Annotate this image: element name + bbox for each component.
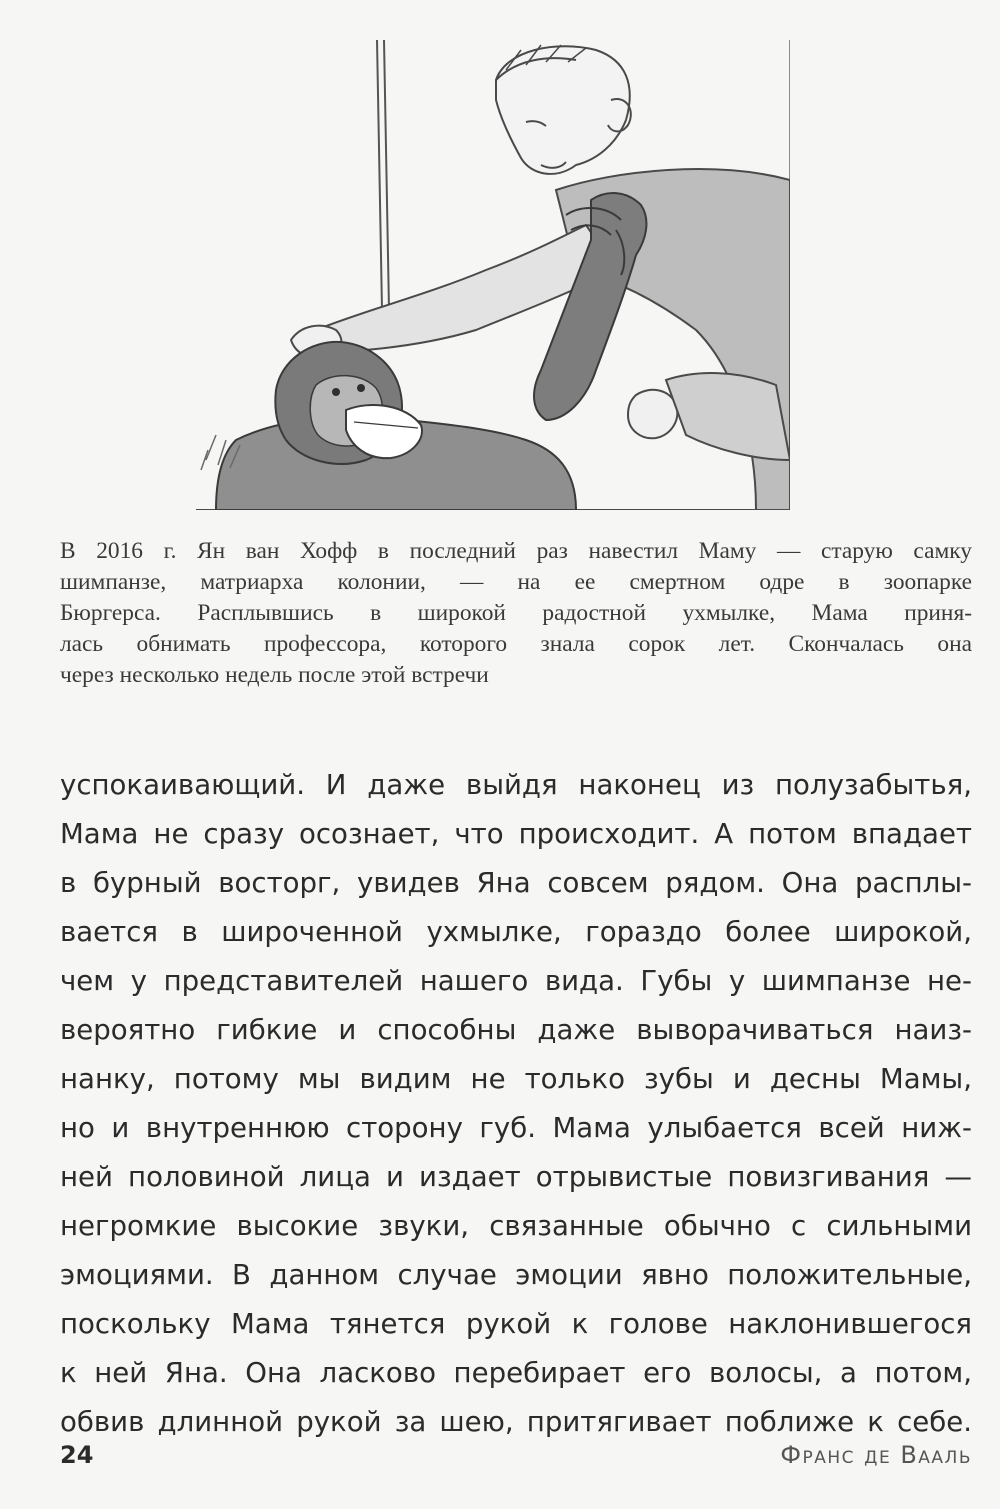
running-footer-author: Франс де Вааль [780,1441,972,1469]
body-line: обвив длинной рукой за шею, притягивает поближе к себе. [60,1405,972,1438]
body-line: в бурный восторг, увидев Яна совсем рядом. Она расплы- [60,866,972,899]
page-number: 24 [60,1441,94,1469]
caption-line: шимпанзе, матриарха колонии, — на ее смертном одре в зоопарке [60,569,972,595]
body-line: успокаивающий. И даже выйдя наконец из полузабытья, [60,768,972,801]
body-line: Мама не сразу осознает, что происходит. А потом впадает [60,817,972,850]
body-line: нанку, потому мы видим не только зубы и десны Мамы, [60,1062,972,1095]
body-line: ней половиной лица и издает отрывистые повизгивания — [60,1160,972,1193]
body-line: к ней Яна. Она ласково перебирает его волосы, а потом, [60,1356,972,1389]
caption-line: Бюргерса. Расплывшись в широкой радостной ухмылке, Мама приня- [60,600,972,626]
figure-caption [60,536,972,691]
body-line: вероятно гибкие и способны даже выворачиваться наиз- [60,1013,972,1046]
caption-line: лась обнимать профессора, которого знала сорок лет. Скончалась она [60,631,972,657]
body-paragraph [60,760,972,1446]
body-line: но и внутреннюю сторону губ. Мама улыбается всей ниж- [60,1111,972,1144]
caption-line: В 2016 г. Ян ван Хофф в последний раз навестил Маму — старую самку [60,538,972,564]
chimpanzee-illustration [196,40,790,510]
body-line: эмоциями. В данном случае эмоции явно положительные, [60,1258,972,1291]
body-line: вается в широченной ухмылке, гораздо более широкой, [60,915,972,948]
caption-line: через несколько недель после этой встречи [60,662,489,688]
body-line: чем у представителей нашего вида. Губы у шимпанзе не- [60,964,972,997]
body-line: поскольку Мама тянется рукой к голове наклонившегося [60,1307,972,1340]
body-line: негромкие высокие звуки, связанные обычно с сильными [60,1209,972,1242]
illustration-drawing [196,40,790,510]
